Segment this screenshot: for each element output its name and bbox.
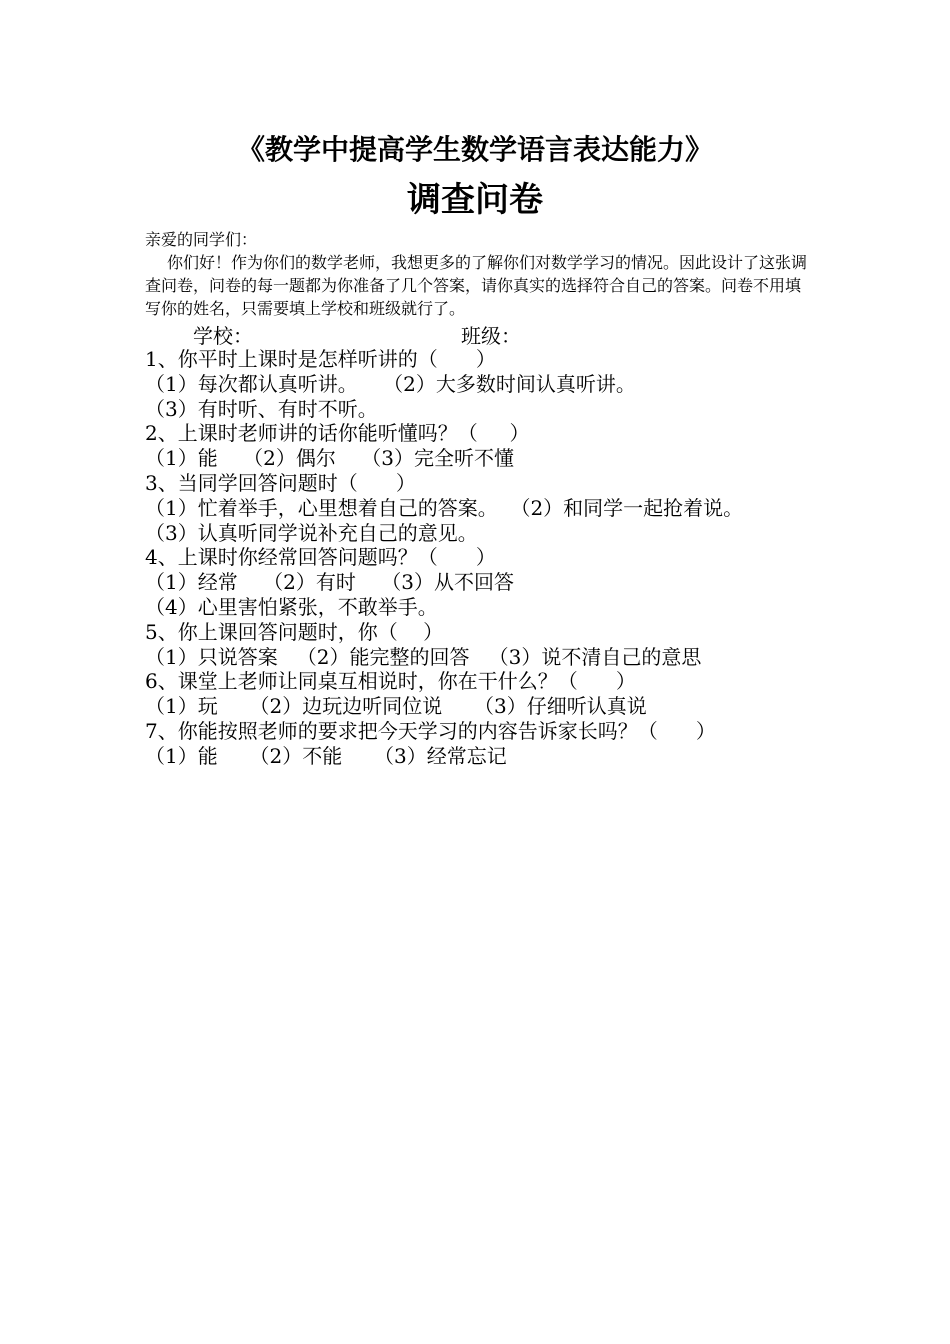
question-text: 3、当同学回答问题时（ ） <box>145 470 416 495</box>
intro-section <box>145 228 810 320</box>
info-fields <box>193 322 793 350</box>
question-item <box>145 669 845 719</box>
school-label: 学校： <box>193 324 253 348</box>
question-options: （1）经常 （2）有时 （3）从不回答 <box>145 570 515 595</box>
question-text: 7、你能按照老师的要求把今天学习的内容告诉家长吗？（ ） <box>145 718 716 743</box>
question-item <box>145 347 845 421</box>
document-title: 《教学中提高学生数学语言表达能力》 <box>236 133 713 166</box>
question-item <box>145 421 845 471</box>
document-subtitle: 调查问卷 <box>407 180 543 220</box>
question-options: （1）玩 （2）边玩边听同位说 （3）仔细听认真说 <box>145 694 647 719</box>
question-item <box>145 719 845 769</box>
question-options: （1）每次都认真听讲。 （2）大多数时间认真听讲。 <box>145 371 636 396</box>
question-options: （1）能 （2）不能 （3）经常忘记 <box>145 743 507 768</box>
class-label: 班级： <box>461 324 521 348</box>
question-list <box>145 347 845 769</box>
question-options: （3）认真听同学说补充自己的意见。 <box>145 520 478 545</box>
intro-paragraph: 你们好！作为你们的数学老师，我想更多的了解你们对数学学习的情况。因此设计了这张调查问卷，问卷的每一题都为你准备了几个答案，请你真实的选择符合自己的答案。问卷不用填写你的姓名，只需要填上学校和班级就行了。 <box>145 253 808 318</box>
question-options: （3）有时听、有时不听。 <box>145 396 378 421</box>
question-item <box>145 545 845 619</box>
question-item <box>145 620 845 670</box>
question-options: （1）只说答案 （2）能完整的回答 （3）说不清自己的意思 <box>145 644 702 669</box>
question-text: 4、上课时你经常回答问题吗？（ ） <box>145 545 496 570</box>
question-text: 5、你上课回答问题时，你（ ） <box>145 619 444 644</box>
question-text: 6、课堂上老师让同桌互相说时，你在干什么？（ ） <box>145 669 636 694</box>
question-options: （4）心里害怕紧张，不敢举手。 <box>145 594 438 619</box>
question-text: 2、上课时老师讲的话你能听懂吗？（ ） <box>145 421 530 446</box>
greeting: 亲爱的同学们： <box>145 230 258 249</box>
question-options: （1）忙着举手，心里想着自己的答案。 （2）和同学一起抢着说。 <box>145 495 744 520</box>
question-text: 1、你平时上课时是怎样听讲的（ ） <box>145 347 496 371</box>
question-options: （1）能 （2）偶尔 （3）完全听不懂 <box>145 446 515 471</box>
question-item <box>145 471 845 545</box>
